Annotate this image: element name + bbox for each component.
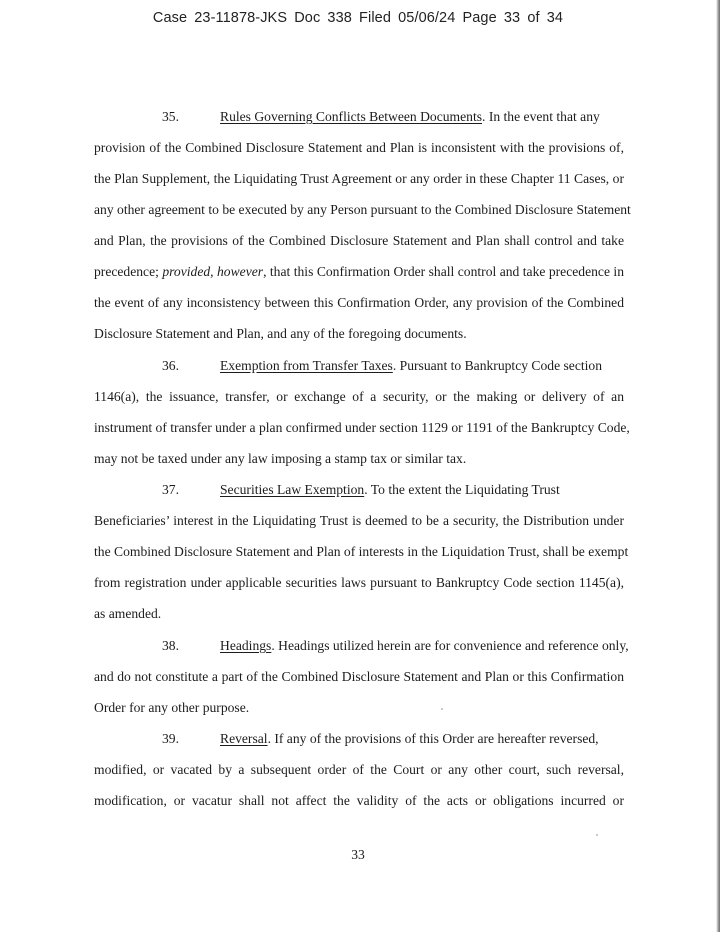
- paragraph-line: provision of the Combined Disclosure Statement and Plan is inconsistent with the provisions of,: [94, 140, 624, 155]
- paragraph-first-line: 39. Reversal. If any of the provisions of this Order are hereafter reversed,: [94, 723, 624, 754]
- paragraph-number: 38.: [162, 638, 179, 653]
- paragraph-line: any other agreement to be executed by any Person pursuant to the Combined Disclosure Statement: [94, 202, 631, 217]
- paragraph-line: from registration under applicable securities laws pursuant to Bankruptcy Code section 1145(a),: [94, 575, 624, 590]
- paragraph-last-line: Order for any other purpose.: [94, 700, 250, 715]
- paragraph-heading: Securities Law Exemption: [220, 482, 365, 497]
- paragraph-line: the Plan Supplement, the Liquidating Trust Agreement or any order in these Chapter 11 Cases, or: [94, 171, 624, 186]
- paragraph-first-line: 36. Exemption from Transfer Taxes. Pursuant to Bankruptcy Code section: [94, 350, 624, 381]
- paragraph-37: [94, 474, 629, 629]
- page-edge-shadow: [716, 0, 720, 932]
- scan-speck: [596, 834, 598, 836]
- paragraph-first-line: 35. Rules Governing Conflicts Between Documents. In the event that any: [94, 101, 624, 132]
- paragraph-last-line: may not be taxed under any law imposing a stamp tax or similar tax.: [94, 451, 467, 466]
- page-number: 33: [351, 847, 365, 862]
- italic-proviso: provided, however: [162, 264, 264, 279]
- paragraph-number: 35.: [162, 109, 179, 124]
- paragraph-last-line: as amended.: [94, 606, 162, 621]
- paragraph-line: and do not constitute a part of the Combined Disclosure Statement and Plan or this Confirmation: [94, 669, 624, 684]
- paragraph-35: [94, 101, 631, 349]
- case-header: Case 23-11878-JKS Doc 338 Filed 05/06/24 Page 33 of 34: [152, 10, 564, 26]
- paragraph-number: 37.: [162, 482, 179, 497]
- paragraph-heading: Reversal: [220, 731, 268, 746]
- paragraph-line: Beneficiaries’ interest in the Liquidating Trust is deemed to be a security, the Distribution under: [94, 513, 624, 528]
- paragraph-line: precedence; provided, however, that this Confirmation Order shall control and take precedence in: [94, 264, 624, 279]
- paragraph-36: [94, 350, 630, 474]
- paragraph-heading: Exemption from Transfer Taxes: [220, 358, 393, 373]
- paragraph-line: and Plan, the provisions of the Combined Disclosure Statement and Plan shall control and take: [94, 233, 624, 248]
- paragraph-line: modification, or vacatur shall not affect the validity of the acts or obligations incurred or: [94, 793, 624, 808]
- paragraph-heading: Headings: [220, 638, 272, 653]
- scan-speck: [441, 708, 443, 710]
- paragraph-first-line: 38. Headings. Headings utilized herein are for convenience and reference only,: [94, 630, 624, 661]
- paragraph-line: the Combined Disclosure Statement and Plan of interests in the Liquidation Trust, shall be exempt: [94, 544, 629, 559]
- paragraph-line: modified, or vacated by a subsequent order of the Court or any other court, such reversal,: [94, 762, 624, 777]
- paragraph-number: 36.: [162, 358, 179, 373]
- paragraph-number: 39.: [162, 731, 179, 746]
- paragraph-line: 1146(a), the issuance, transfer, or exchange of a security, or the making or delivery of an: [94, 389, 624, 404]
- paragraph-last-line: Disclosure Statement and Plan, and any of the foregoing documents.: [94, 326, 467, 341]
- paragraph-38: [94, 630, 629, 723]
- paragraph-line: instrument of transfer under a plan confirmed under section 1129 or 1191 of the Bankruptcy Code,: [94, 420, 630, 435]
- paragraph-first-line: 37. Securities Law Exemption. To the extent the Liquidating Trust: [94, 474, 624, 505]
- paragraph-39: [94, 723, 624, 816]
- paragraph-heading: Rules Governing Conflicts Between Documents: [220, 109, 483, 124]
- paragraph-line: the event of any inconsistency between this Confirmation Order, any provision of the Combined: [94, 295, 624, 310]
